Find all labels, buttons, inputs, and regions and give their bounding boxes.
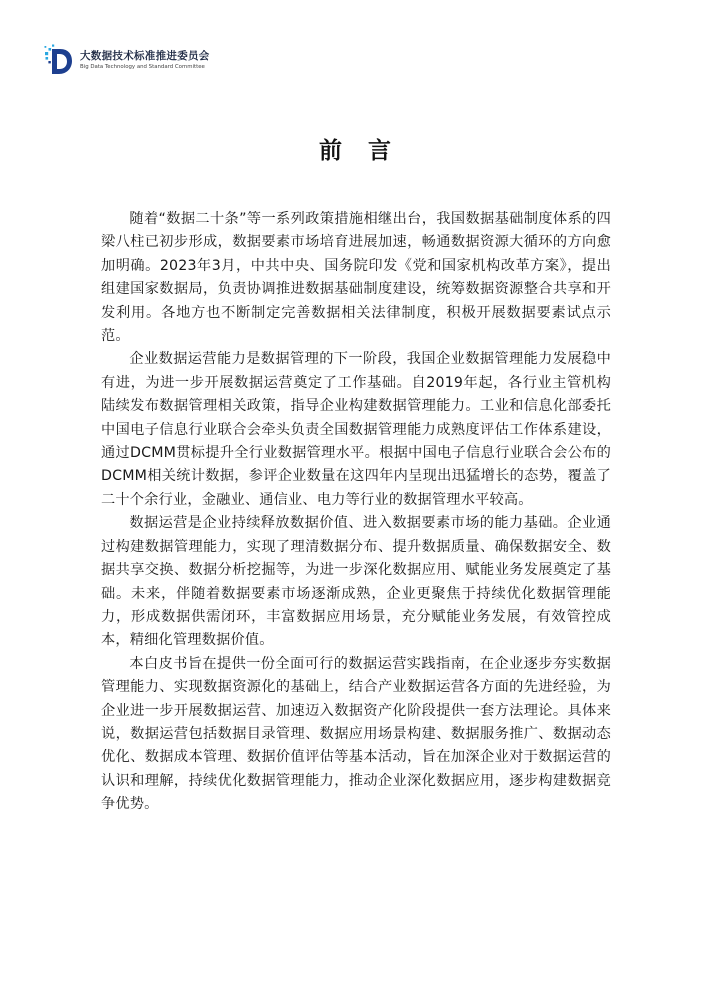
org-name <box>80 49 210 71</box>
paragraph-1: 随着“数据二十条”等一系列政策措施相继出台，我国数据基础制度体系的四梁八柱已初步形成，数据要素市场培育进展加速，畅通数据资源大循环的方向愈加明确。2023年3月，中共中央、国务院印发《党和国家机构改革方案》，提出组建国家数据局，负责协调推进数据基础制度建设，统筹数据资源整合共享和开发利用。各地方也不断制定完善数据相关法律制度，积极开展数据要素试点示范。 <box>101 211 611 345</box>
org-name-cn: 大数据技术标准推进委员会 <box>80 50 210 62</box>
preface-body <box>101 208 611 817</box>
paragraph-2: 企业数据运营能力是数据管理的下一阶段，我国企业数据管理能力发展稳中有进，为进一步开展数据运营奠定了工作基础。自2019年起，各行业主管机构陆续发布数据管理相关政策，指导企业构建数据管理能力。工业和信息化部委托中国电子信息行业联合会牵头负责全国数据管理能力成熟度评估工作体系建设，通过DCMM贯标提升全行业数据管理水平。根据中国电子信息行业联合会公布的DCMM相关统计数据，参评企业数量在这四年内呈现出迅猛增长的态势，覆盖了二十个余行业，金融业、通信业、电力等行业的数据管理水平较高。 <box>101 351 611 508</box>
bdc-d-logo-icon <box>44 43 74 77</box>
paragraph-4: 本白皮书旨在提供一份全面可行的数据运营实践指南，在企业逐步夯实数据管理能力、实现数据资源化的基础上，结合产业数据运营各方面的先进经验，为企业进一步开展数据运营、加速迈入数据资产化阶段提供一套方法理论。具体来说，数据运营包括数据目录管理、数据应用场景构建、数据服务推广、数据动态优化、数据成本管理、数据价值评估等基本活动，旨在加深企业对于数据运营的认识和理解，持续优化数据管理能力，推动企业深化数据应用，逐步构建数据竞争优势。 <box>101 655 611 813</box>
org-name-en: Big Data Technology and Standard Committee <box>80 64 205 70</box>
page-header <box>44 42 210 78</box>
paragraph-3: 数据运营是企业持续释放数据价值、进入数据要素市场的能力基础。企业通过构建数据管理能力，实现了理清数据分布、提升数据质量、确保数据安全、数据共享交换、数据分析挖掘等，为进一步深化数据应用、赋能业务发展奠定了基础。未来，伴随着数据要素市场逐渐成熟，企业更聚焦于持续优化数据管理能力，形成数据供需闭环，丰富数据应用场景，充分赋能业务发展，有效管控成本，精细化管理数据价值。 <box>101 515 611 649</box>
page-title: 前言 <box>319 138 417 164</box>
